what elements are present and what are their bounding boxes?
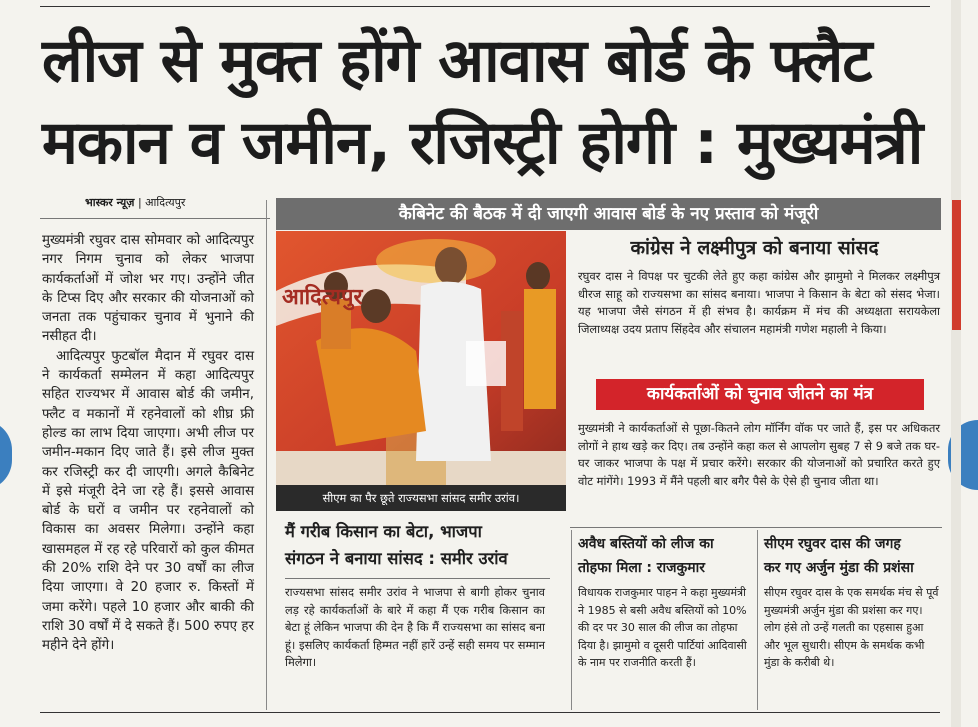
adjacent-page-edge-mark — [952, 200, 961, 330]
samir-story-title-line-1: मैं गरीब किसान का बेटा, भाजपा — [285, 522, 482, 541]
byline-place: आदित्यपुर — [145, 196, 186, 209]
photo-banner-text: आदित्यपुर — [282, 285, 363, 310]
photo-caption: सीएम का पैर छूते राज्यसभा सांसद समीर उरांव। — [276, 485, 566, 511]
samir-story-title — [285, 518, 565, 574]
munda-story-title-line-2: कर गए अर्जुन मुंडा की प्रशंसा — [764, 560, 914, 576]
mid-rule — [570, 527, 942, 528]
left-article-paragraph-1: मुख्यमंत्री रघुवर दास सोमवार को आदित्यपुर नगर निगम चुनाव को लेकर भाजपा कार्यकर्ताओं में जोश भर गए। उन्होंने जीत के टिप्स दिए और सरकार की योजनाओं को जनता तक पहुंचाकर चुनाव में भुनाने की नसीहत दी। — [42, 233, 254, 345]
byline-rule — [40, 218, 270, 219]
illegal-story-title-line-1: अवैध बस्तियों को लीज का — [578, 536, 714, 552]
event-photo — [276, 231, 566, 505]
left-article — [42, 231, 254, 707]
col-divider-3 — [757, 530, 758, 710]
samir-story-body: राज्यसभा सांसद समीर उरांव ने भाजपा से बागी होकर चुनाव लड़ रहे कार्यकर्ताओं के बारे में कहा मैं एक गरीब किसान का बेटा हूं लेकिन भाजपा की देन है कि मैं राज्यसभा का सांसद बना हूं। इसलिए कार्यकर्ता हिम्मत नहीं हारें उन्हें सही समय पर सम्मान मिलेगा। — [285, 585, 545, 670]
byline-divider: | — [137, 196, 146, 209]
top-rule — [40, 6, 930, 7]
cabinet-bar: कैबिनेट की बैठक में दी जाएगी आवास बोर्ड के नए प्रस्ताव को मंजूरी — [276, 198, 941, 230]
samir-rule — [285, 578, 550, 579]
left-article-paragraph-2: आदित्यपुर फुटबॉल मैदान में रघुवर दास ने कार्यकर्ता सम्मेलन में कहा आदित्यपुर सहित राज्यभर में आवास बोर्ड की जमीन, फ्लैट व मकानों में रहनेवालों को शीघ्र फ्री होल्ड का लाभ दिया जाएगा। अभी लीज पर जमीन-मकान दिए जाते हैं। इसे लीज मुक्त कर रजिस्ट्री कर दी जाएगी। अगले कैबिनेट में इसे मंजूरी देने जा रहे हैं। इससे आवास बोर्ड के घरों व जमीन पर रहनेवालों को विकास का अवसर मिलेगा। उन्होंने कहा खासमहल में रह रहे परिवारों को कुल कीमत की 20% राशि देने पर 30 वर्षों का लीज दिया जाएगा। वे 20 हजार रु. किस्तों में जमा करेंगे। पहले 10 हजार और बाकी की राशि 30 वर्षों में दे सकते हैं। 500 रुपए हर महीने देने होंगे। — [42, 348, 254, 654]
illegal-story-title-line-2: तोहफा मिला : राजकुमार — [578, 560, 706, 576]
headline-line-2: मकान व जमीन, रजिस्ट्री होगी : मुख्यमंत्री — [42, 108, 923, 178]
congress-story-title: कांग्रेस ने लक्ष्मीपुत्र को बनाया सांसद — [630, 237, 879, 259]
adjacent-page-edge — [951, 0, 961, 727]
byline-agency: भास्कर न्यूज़ — [85, 196, 135, 209]
illegal-story-body: विधायक राजकुमार पाहन ने कहा मुख्यमंत्री ने 1985 से बसी अवैध बस्तियों को 10% की दर पर 30 साल की लीज का तोहफा दिया है। झामुमो व दूसरी पार्टियां आदिवासी के नाम पर राजनीति करती हैं। — [578, 586, 747, 670]
mantra-story-body: मुख्यमंत्री ने कार्यकर्ताओं से पूछा-कितने लोग मॉर्निंग वॉक पर जाते हैं, इस पर अधिकतर लोगों ने हाथ खड़े कर दिए। तब उन्होंने कहा कल से आपलोग सुबह 7 से 9 बजे तक घर-घर जाकर भाजपा के पक्ष में प्रचार करेंगे। सरकार की योजनाओं को प्रचारित करते हुए वोट मांगेंगे। 1993 में मैंने पहली बार बगैर पैसे के ऐसे ही चुनाव जीता था। — [578, 421, 940, 488]
col-divider-2 — [571, 530, 572, 710]
column-divider — [266, 200, 267, 710]
previous-arrow-icon[interactable] — [0, 420, 12, 490]
munda-story-title — [764, 532, 944, 582]
headline-line-1: लीज से मुक्त होंगे आवास बोर्ड के फ्लैट — [42, 26, 872, 96]
munda-story-body: सीएम रघुवर दास के एक समर्थक मंच से पूर्व मुख्यमंत्री अर्जुन मुंडा की प्रशंसा कर गए। लोग हंसे तो उन्हें गलती का एहसास हुआ और भूल सुधारी। सीएम के समर्थक कभी मुंडा के करीबी थे। — [764, 586, 939, 670]
congress-story-body: रघुवर दास ने विपक्ष पर चुटकी लेते हुए कहा कांग्रेस और झामुमो ने मिलकर लक्ष्मीपुत्र धीरज साहू को राज्यसभा का सांसद बनाया। भाजपा ने किसान के बेटा को संसद भेजा। यह भाजपा जैसे संगठन में ही संभव है। कार्यक्रम में मंच की अध्यक्षता सरायकेला जिलाध्यक्ष उदय प्रताप सिंहदेव और संचालन महामंत्री गणेश महाली ने किया। — [578, 269, 940, 336]
mantra-story-title: कार्यकर्ताओं को चुनाव जीतने का मंत्र — [596, 379, 924, 410]
event-photo-illustration — [276, 231, 566, 487]
byline — [85, 194, 275, 214]
illegal-story-title — [578, 532, 753, 582]
bottom-rule — [40, 712, 940, 713]
munda-story-title-line-1: सीएम रघुवर दास की जगह — [764, 536, 901, 552]
samir-story-title-line-2: संगठन ने बनाया सांसद : समीर उरांव — [285, 549, 508, 568]
